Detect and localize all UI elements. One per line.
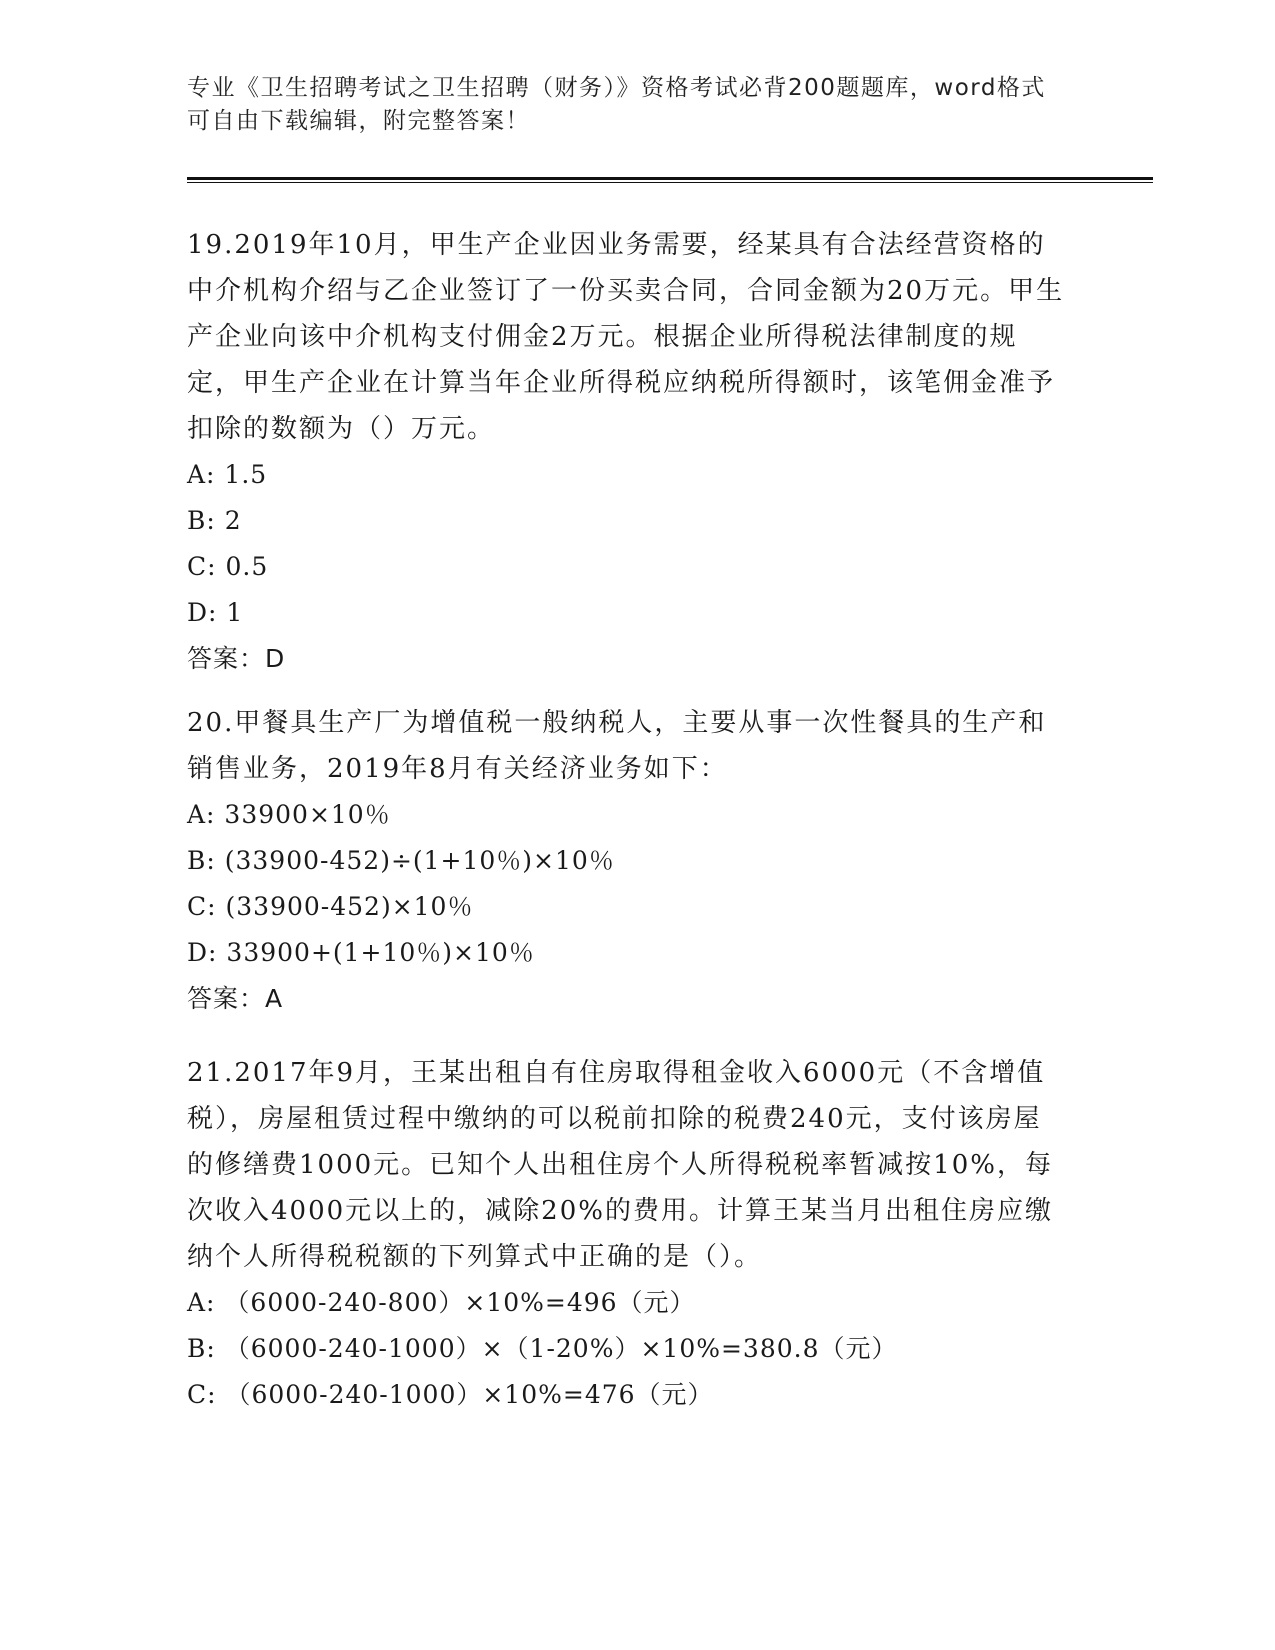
option-b: B: (33900-452)÷(1+10％)×10％ — [187, 846, 615, 875]
option-c: C: （6000-240-1000）×10%=476（元） — [187, 1380, 714, 1409]
answer-label: 答案：A — [187, 984, 284, 1013]
option-a: A: 1.5 — [187, 460, 268, 489]
question-text: 19.2019年10月，甲生产企业因业务需要，经某具有合法经营资格的中介机构介绍与乙企业签订了一份买卖合同，合同金额为20万元。甲生产企业向该中介机构支付佣金2万元。根据企业所得税法律制度的规定，甲生产企业在计算当年企业所得税应纳税所得额时，该笔佣金准予扣除的数额为（）万元。 — [187, 230, 1065, 444]
question-21 — [187, 1050, 1067, 1418]
option-a: A: 33900×10％ — [187, 800, 391, 829]
option-c: C: (33900-452)×10％ — [187, 892, 474, 921]
option-c: C: 0.5 — [187, 552, 269, 581]
option-b: B: 2 — [187, 506, 242, 535]
option-d: D: 33900+(1+10％)×10％ — [187, 938, 535, 967]
answer-label: 答案：D — [187, 644, 286, 673]
option-b: B: （6000-240-1000）×（1-20%）×10%=380.8（元） — [187, 1334, 898, 1363]
document-header: 专业《卫生招聘考试之卫生招聘（财务）》资格考试必背200题题库，word格式可自由下载编辑，附完整答案！ — [187, 75, 1046, 134]
question-text: 21.2017年9月，王某出租自有住房取得租金收入6000元（不含增值税），房屋租赁过程中缴纳的可以税前扣除的税费240元，支付该房屋的修缮费1000元。已知个人出租住房个人所得税税率暂减按10%，每次收入4000元以上的，减除20%的费用。计算王某当月出租住房应缴纳个人所得税税额的下列算式中正确的是（）。 — [187, 1058, 1053, 1272]
question-20 — [187, 700, 1067, 1022]
header-divider — [187, 177, 1153, 180]
header-divider-thin — [187, 182, 1153, 183]
question-text: 20.甲餐具生产厂为增值税一般纳税人，主要从事一次性餐具的生产和销售业务，2019年8月有关经济业务如下： — [187, 708, 1047, 784]
option-a: A: （6000-240-800）×10%=496（元） — [187, 1288, 696, 1317]
question-19 — [187, 222, 1067, 682]
option-d: D: 1 — [187, 598, 244, 627]
